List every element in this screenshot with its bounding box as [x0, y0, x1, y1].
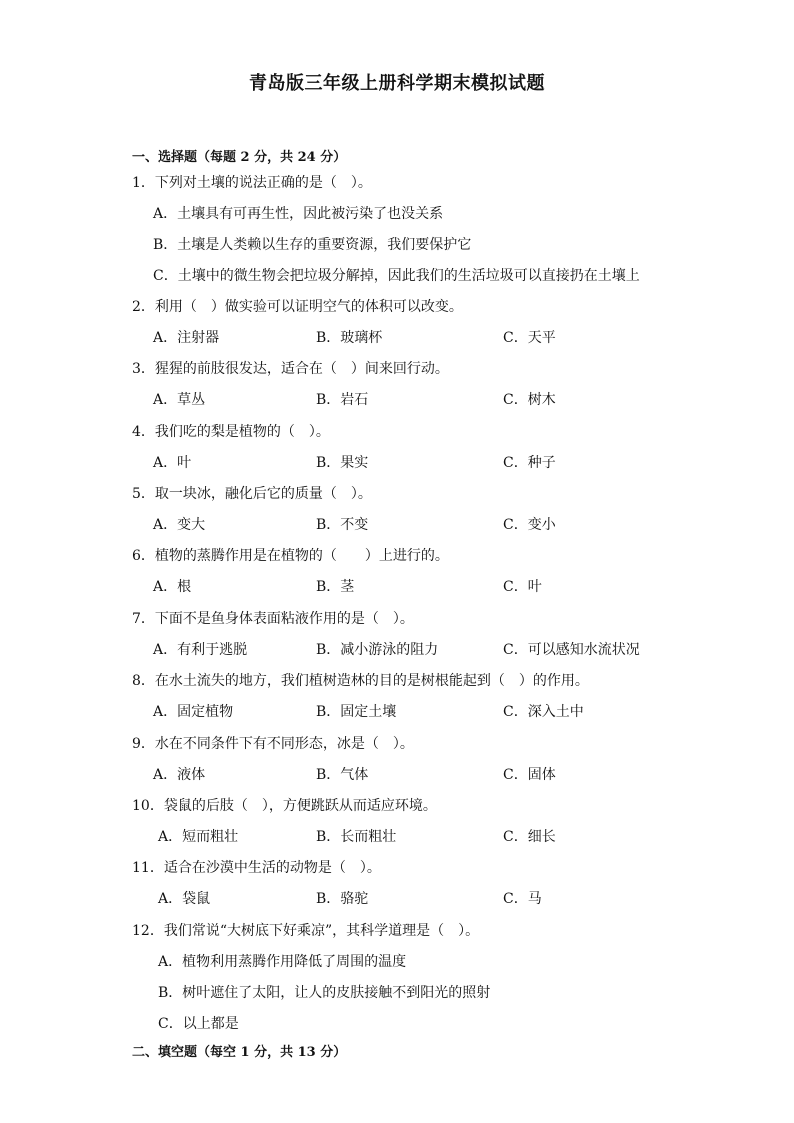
q5-option-b: B．不变: [316, 517, 369, 533]
q5-option-c: C．变小: [503, 517, 556, 533]
q10-option-c: C．细长: [503, 829, 556, 845]
question-2: 2．利用（ ）做实验可以证明空气的体积可以改变。: [132, 299, 463, 315]
q4-option-b: B．果实: [316, 455, 369, 471]
question-11: 11．适合在沙漠中生活的动物是（ ）。: [132, 860, 381, 876]
q9-option-b: B．气体: [316, 767, 369, 783]
q9-option-c: C．固体: [503, 767, 556, 783]
q2-option-b: B．玻璃杯: [316, 330, 383, 346]
q9-option-a: A．液体: [153, 767, 206, 783]
q8-option-a: A．固定植物: [153, 704, 234, 720]
q3-option-a: A．草丛: [153, 392, 206, 408]
question-9: 9．水在不同条件下有不同形态，冰是（ ）。: [132, 736, 414, 752]
q3-option-b: B．岩石: [316, 392, 369, 408]
question-10: 10．袋鼠的后肢（ ），方便跳跃从而适应环境。: [132, 798, 437, 814]
section-heading-choice: 一、选择题（每题 2 分，共 24 分）: [132, 150, 347, 165]
q8-option-c: C．深入土中: [503, 704, 584, 720]
question-12: 12．我们常说“大树底下好乘凉”，其科学道理是（ ）。: [132, 923, 480, 939]
q12-option-c: C．以上都是: [158, 1016, 239, 1032]
question-3: 3．猩猩的前肢很发达，适合在（ ）间来回行动。: [132, 361, 449, 377]
q5-option-a: A．变大: [153, 517, 206, 533]
question-5: 5．取一块冰，融化后它的质量（ ）。: [132, 486, 372, 502]
question-7: 7．下面不是鱼身体表面粘液作用的是（ ）。: [132, 611, 414, 627]
q1-option-c: C．土壤中的微生物会把垃圾分解掉，因此我们的生活垃圾可以直接扔在土壤上: [153, 268, 640, 284]
q12-option-b: B．树叶遮住了太阳，让人的皮肤接触不到阳光的照射: [158, 985, 491, 1001]
q6-option-a: A．根: [153, 579, 192, 595]
q11-option-c: C．马: [503, 891, 542, 907]
q2-option-a: A．注射器: [153, 330, 220, 346]
q8-option-b: B．固定土壤: [316, 704, 397, 720]
question-8: 8．在水土流失的地方，我们植树造林的目的是树根能起到（ ）的作用。: [132, 673, 589, 689]
q6-option-c: C．叶: [503, 579, 542, 595]
q7-option-c: C．可以感知水流状况: [503, 642, 640, 658]
q4-option-c: C．种子: [503, 455, 556, 471]
question-6: 6．植物的蒸腾作用是在植物的（ ）上进行的。: [132, 548, 449, 564]
q6-option-b: B．茎: [316, 579, 355, 595]
question-4: 4．我们吃的梨是植物的（ ）。: [132, 424, 330, 440]
question-1: 1．下列对土壤的说法正确的是（ ）。: [132, 175, 372, 191]
q1-option-a: A．土壤具有可再生性，因此被污染了也没关系: [153, 206, 444, 222]
q11-option-a: A．袋鼠: [158, 891, 211, 907]
q1-option-b: B．土壤是人类赖以生存的重要资源，我们要保护它: [153, 237, 472, 253]
section-heading-fill: 二、填空题（每空 1 分，共 13 分）: [132, 1045, 347, 1060]
q4-option-a: A．叶: [153, 455, 192, 471]
q7-option-a: A．有利于逃脱: [153, 642, 248, 658]
q2-option-c: C．天平: [503, 330, 556, 346]
q12-option-a: A．植物利用蒸腾作用降低了周围的温度: [158, 954, 407, 970]
q10-option-a: A．短而粗壮: [158, 829, 239, 845]
q3-option-c: C．树木: [503, 392, 556, 408]
q7-option-b: B．减小游泳的阻力: [316, 642, 439, 658]
q10-option-b: B．长而粗壮: [316, 829, 397, 845]
q11-option-b: B．骆驼: [316, 891, 369, 907]
page-title: 青岛版三年级上册科学期末模拟试题: [249, 73, 545, 94]
